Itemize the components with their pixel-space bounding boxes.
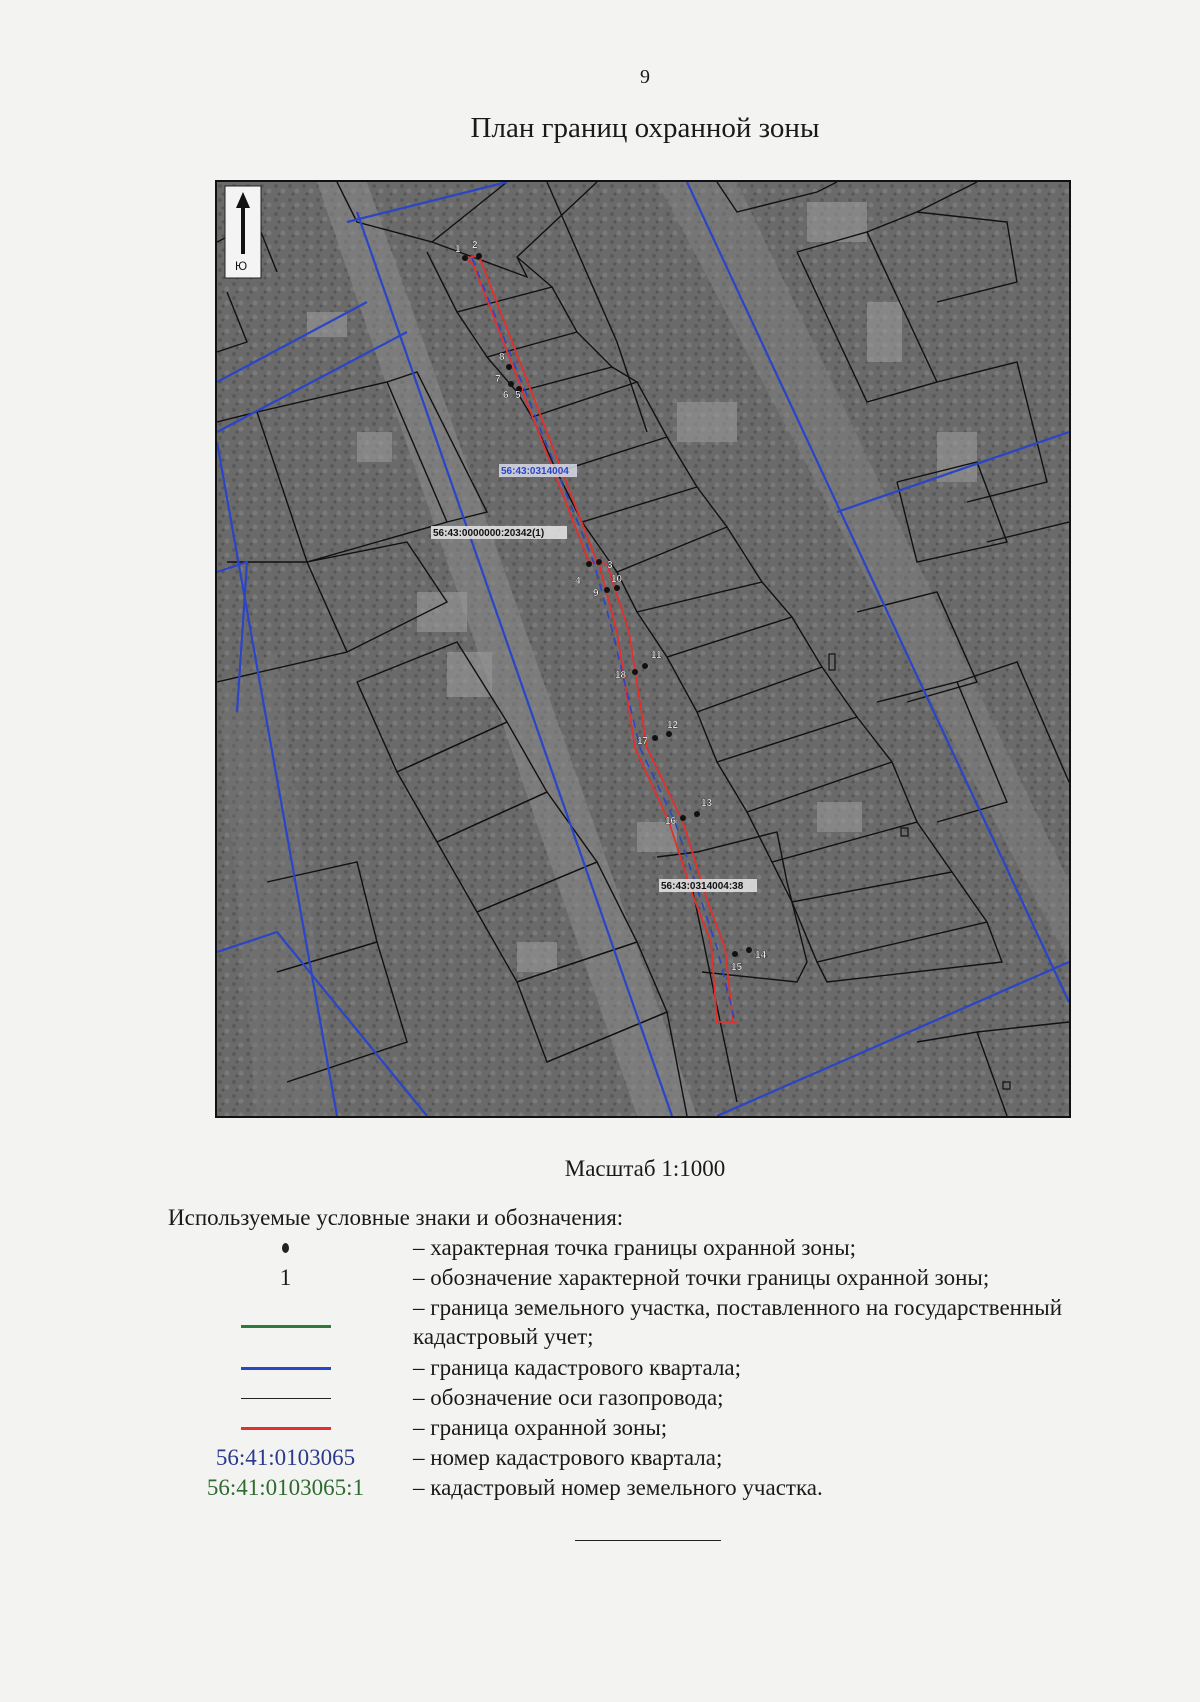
point-label: 6: [503, 390, 509, 401]
legend-text: – обозначение характерной точки границы охранной зоны;: [413, 1265, 990, 1290]
point-10: [614, 585, 620, 591]
map-svg: [217, 182, 1069, 1116]
page-number: 9: [640, 66, 650, 88]
legend-item: [0, 1443, 1200, 1473]
end-divider: [575, 1540, 721, 1541]
point-13: [694, 811, 700, 817]
legend-item: [0, 1383, 1200, 1413]
legend-text: – граница охранной зоны;: [413, 1415, 668, 1440]
legend-item: [0, 1263, 1200, 1293]
point-16: [680, 815, 686, 821]
point-18: [632, 669, 638, 675]
legend-text: – граница кадастрового квартала;: [413, 1355, 742, 1380]
legend-text: – кадастровый номер земельного участка.: [413, 1475, 823, 1500]
legend-text: – граница земельного участка, поставленного на государственный кадастровый учет;: [413, 1295, 1063, 1349]
legend-item: [0, 1233, 1200, 1263]
point-17: [652, 735, 658, 741]
legend-text: – номер кадастрового квартала;: [413, 1445, 723, 1470]
point-3: [596, 559, 602, 565]
point-label: 13: [701, 798, 713, 809]
legend-dot-symbol: [198, 1233, 373, 1263]
north-arrow-icon: [225, 186, 261, 278]
point-label: 4: [575, 576, 581, 587]
kvartal-label: 56:43:0314004: [501, 466, 569, 477]
point-8: [506, 364, 512, 370]
point-7: [508, 381, 514, 387]
scale-label: Масштаб 1:1000: [564, 1156, 726, 1181]
point-label: 15: [731, 962, 743, 973]
point-label: 7: [495, 374, 501, 385]
point-label: 18: [615, 670, 627, 681]
north-arrow-label: Ю: [235, 259, 248, 273]
legend-kvartal-number-sample: 56:41:0103065: [215, 1445, 356, 1470]
point-label: 16: [665, 816, 677, 827]
point-15: [732, 951, 738, 957]
legend-text: – характерная точка границы охранной зоны;: [413, 1235, 857, 1260]
point-label: 2: [472, 240, 478, 251]
point-label: 11: [651, 650, 662, 661]
legend-parcel-number-sample: 56:41:0103065:1: [206, 1475, 365, 1500]
legend-item: [0, 1353, 1200, 1383]
legend-text: – обозначение оси газопровода;: [413, 1385, 724, 1410]
point-label: 8: [499, 352, 505, 363]
point-label: 9: [593, 588, 599, 599]
legend-blue-line-symbol: [198, 1353, 373, 1383]
legend-title: Используемые условные знаки и обозначения:: [168, 1205, 624, 1230]
point-label: 5: [515, 390, 521, 401]
legend-item: [0, 1293, 1200, 1349]
map-plan: [215, 180, 1071, 1118]
point-11: [642, 663, 648, 669]
legend-green-line-symbol: [198, 1311, 373, 1341]
point-14: [746, 947, 752, 953]
point-2: [476, 253, 482, 259]
point-label: 10: [611, 574, 623, 585]
legend-black-line-symbol: [198, 1383, 373, 1413]
point-label: 14: [755, 950, 767, 961]
point-label: 3: [607, 560, 613, 571]
legend-red-line-symbol: [198, 1413, 373, 1443]
point-9: [604, 587, 610, 593]
point-4: [586, 561, 592, 567]
legend-item: [0, 1473, 1200, 1503]
point-label: 12: [667, 720, 679, 731]
point-label: 1: [455, 244, 461, 255]
legend-item: [0, 1413, 1200, 1443]
legend-number-symbol: 1: [279, 1265, 292, 1290]
parcel-label: 56:43:0314004:38: [661, 881, 744, 892]
road-parcel-label: 56:43:0000000:20342(1): [433, 528, 545, 539]
point-12: [666, 731, 672, 737]
point-label: 17: [637, 736, 649, 747]
page-title: План границ охранной зоны: [470, 112, 820, 144]
point-1: [462, 255, 468, 261]
